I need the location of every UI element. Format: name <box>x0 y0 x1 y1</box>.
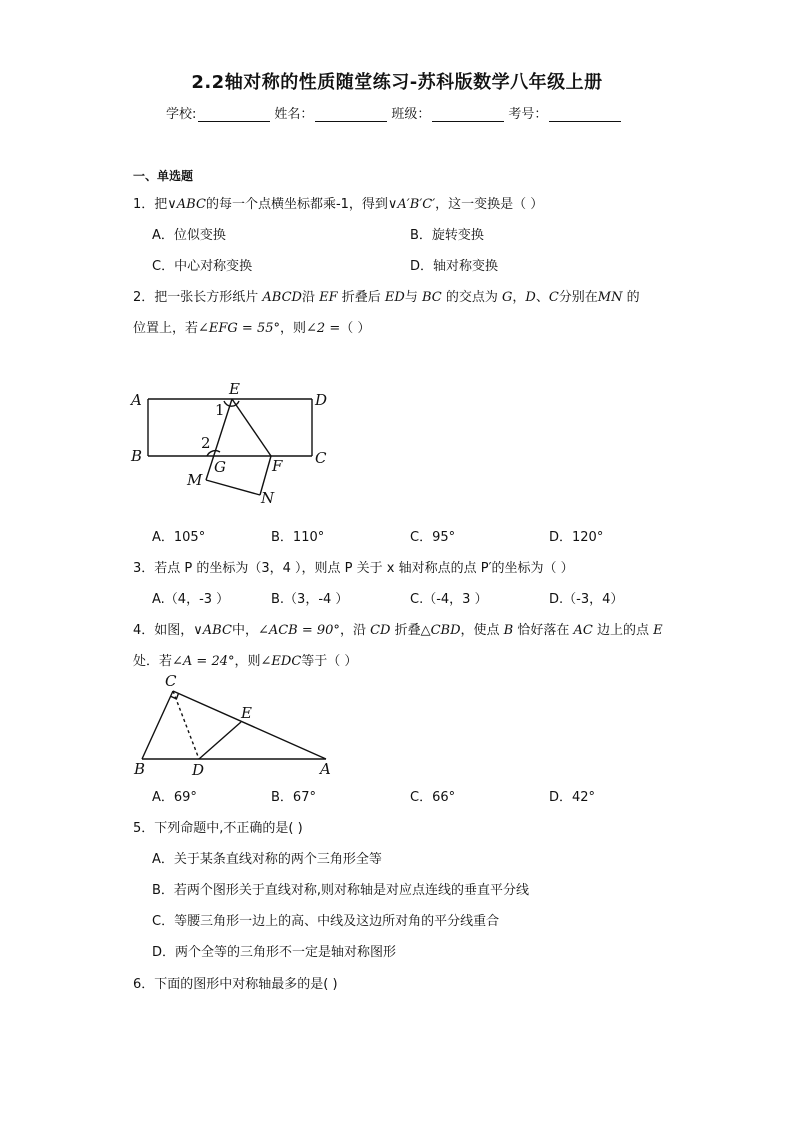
q1-option-d[interactable]: D．轴对称变换 <box>410 259 499 274</box>
q2-math: ∠EFG = 55° <box>198 321 281 336</box>
student-info-line <box>166 103 625 122</box>
school-blank[interactable] <box>198 107 270 122</box>
label-angle-1: 1 <box>215 401 225 419</box>
q1-option-b[interactable]: B．旋转变换 <box>410 228 484 243</box>
q3-option-d[interactable]: D.（-3，4） <box>549 592 624 607</box>
q2-math: G <box>501 290 513 305</box>
q4-math: AC <box>573 623 593 638</box>
q2-math: ∠2 = <box>306 321 341 336</box>
q2-text: 、 <box>535 290 549 305</box>
label-b: B <box>131 447 143 465</box>
q4-math: △CBD <box>420 623 461 638</box>
label-d: D <box>315 391 328 409</box>
question-2-stem-line-1 <box>133 286 640 305</box>
q4-math: ∠EDC <box>260 654 302 669</box>
side-bc <box>142 691 173 759</box>
q5-option-a[interactable]: A．关于某条直线对称的两个三角形全等 <box>152 852 382 867</box>
q4-math: E <box>653 623 663 638</box>
label-c: C <box>165 672 177 690</box>
label-m: M <box>187 471 203 489</box>
question-5-stem: 5．下列命题中,不正确的是( ) <box>133 821 303 836</box>
name-label: 姓名： <box>274 107 314 122</box>
q2-option-a[interactable]: A．105° <box>152 530 206 545</box>
q2-text: ，则 <box>280 321 307 336</box>
q4-math: ∠ACB = 90° <box>257 623 340 638</box>
q2-text: （ ） <box>340 321 371 336</box>
question-6-stem: 6．下面的图形中对称轴最多的是( ) <box>133 977 338 992</box>
label-c: C <box>315 449 327 467</box>
q4-text: ，则 <box>234 654 261 669</box>
class-label: 班级： <box>391 107 431 122</box>
class-blank[interactable] <box>432 107 504 122</box>
q3-option-a[interactable]: A.（4，-3 ） <box>152 592 230 607</box>
q4-text: 等于（ ） <box>301 654 358 669</box>
q4-text: 恰好落在 <box>513 623 574 638</box>
q4-text: 折叠 <box>390 623 421 638</box>
q2-text: 的 <box>622 290 640 305</box>
q2-text: 2．把一张长方形纸片 <box>133 290 263 305</box>
q1-math-2: ∨A′B′C′ <box>387 197 436 212</box>
q4-text: ，使点 <box>460 623 504 638</box>
q5-option-b[interactable]: B．若两个图形关于直线对称,则对称轴是对应点连线的垂直平分线 <box>152 883 530 898</box>
side-ca <box>173 691 326 759</box>
q1-option-c[interactable]: C．中心对称变换 <box>152 259 253 274</box>
q3-option-c[interactable]: C.（-4，3 ） <box>410 592 488 607</box>
q4-text: 边上的点 <box>592 623 654 638</box>
q1-text-mid: 的每一个点横坐标都乘-1，得到 <box>205 197 388 212</box>
q1-option-a[interactable]: A．位似变换 <box>152 228 226 243</box>
q4-math: B <box>503 623 514 638</box>
q4-text: 处．若 <box>133 654 173 669</box>
q4-math: ∨ABC <box>193 623 232 638</box>
q4-triangle-figure <box>128 670 338 782</box>
q1-text-post: ，这一变换是（ ） <box>435 197 544 212</box>
q5-option-d[interactable]: D．两个全等的三角形不一定是轴对称图形 <box>152 945 397 960</box>
q2-text: 与 <box>404 290 422 305</box>
q1-math-1: ∨ABC <box>167 197 206 212</box>
question-3-stem: 3．若点 P 的坐标为（3，4 ），则点 P 关于 x 轴对称点的点 P′的坐标为（ ） <box>133 561 574 576</box>
q2-math: C <box>548 290 559 305</box>
q2-option-c[interactable]: C．95° <box>410 530 456 545</box>
q2-math: ABCD <box>262 290 302 305</box>
q4-text: 4．如图， <box>133 623 194 638</box>
q2-text: 沿 <box>301 290 320 305</box>
q4-text: 中， <box>231 623 258 638</box>
q2-text: 分别在 <box>558 290 598 305</box>
label-angle-2: 2 <box>201 434 211 452</box>
page-title: 2.2轴对称的性质随堂练习-苏科版数学八年级上册 <box>191 72 603 93</box>
q4-text: ，沿 <box>339 623 371 638</box>
q2-math: EF <box>319 290 338 305</box>
exam-no-label: 考号： <box>508 107 548 122</box>
q2-text: 折叠后 <box>337 290 385 305</box>
q1-text-pre: 1．把 <box>133 197 168 212</box>
folded-edge-mn <box>206 480 260 495</box>
name-blank[interactable] <box>315 107 387 122</box>
q2-option-b[interactable]: B．110° <box>271 530 325 545</box>
q2-text: 位置上，若 <box>133 321 199 336</box>
label-n: N <box>261 489 275 507</box>
label-a: A <box>131 391 142 409</box>
q2-folded-rectangle-figure <box>125 378 340 508</box>
q2-math: MN <box>597 290 623 305</box>
exam-no-blank[interactable] <box>549 107 621 122</box>
q4-option-d[interactable]: D．42° <box>549 790 596 805</box>
q2-math: BC <box>421 290 442 305</box>
label-e: E <box>241 704 252 722</box>
q5-option-c[interactable]: C．等腰三角形一边上的高、中线及这边所对角的平分线重合 <box>152 914 500 929</box>
label-g: G <box>214 458 226 476</box>
fold-line-ef <box>232 399 271 456</box>
question-4-stem-line-2 <box>133 650 357 669</box>
q4-math: ∠A = 24° <box>172 654 235 669</box>
q2-option-d[interactable]: D．120° <box>549 530 604 545</box>
segment-de <box>199 722 241 759</box>
q3-option-b[interactable]: B.（3，-4 ） <box>271 592 349 607</box>
q4-option-c[interactable]: C．66° <box>410 790 456 805</box>
school-label: 学校: <box>166 107 197 122</box>
q2-math: D <box>525 290 536 305</box>
q2-text: 的交点为 <box>441 290 502 305</box>
section-title: 一、单选题 <box>133 169 194 183</box>
label-f: F <box>272 457 283 475</box>
question-4-stem-line-1 <box>133 619 663 638</box>
q4-math: CD <box>370 623 391 638</box>
label-d: D <box>192 761 205 779</box>
label-a: A <box>320 760 331 778</box>
q4-option-a[interactable]: A．69° <box>152 790 197 805</box>
q2-text: ， <box>512 290 526 305</box>
question-2-stem-line-2 <box>133 317 370 336</box>
q2-math: ED <box>384 290 405 305</box>
q4-option-b[interactable]: B．67° <box>271 790 316 805</box>
question-1-stem <box>133 193 543 212</box>
label-b: B <box>134 760 146 778</box>
label-e: E <box>229 380 240 398</box>
